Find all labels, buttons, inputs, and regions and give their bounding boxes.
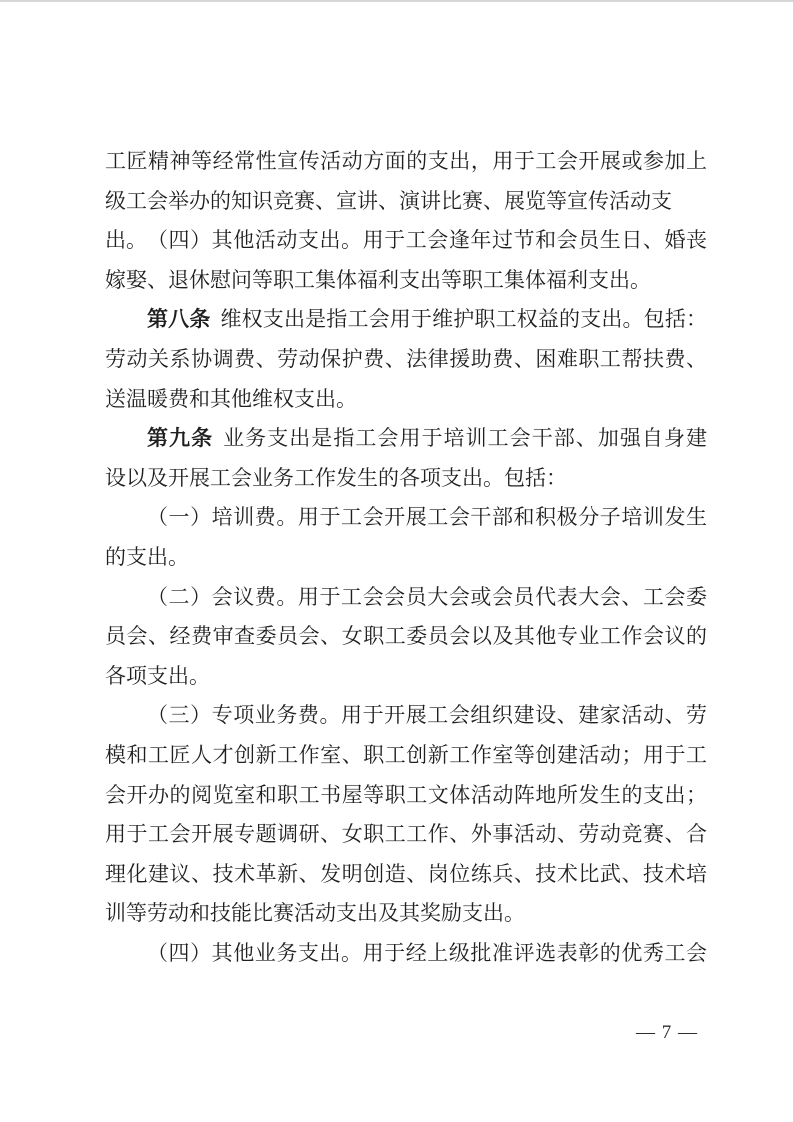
text-line: [105, 419, 707, 459]
text-line: 送温暖费和其他维权支出。: [105, 386, 357, 411]
text-line: 理化建议、技术革新、发明创造、岗位练兵、技术比武、技术培: [105, 861, 707, 886]
text-line: 嫁娶、退休慰问等职工集体福利支出等职工集体福利支出。: [105, 267, 651, 292]
text-line: 模和工匠人才创新工作室、职工创新工作室等创建活动；用于工: [105, 742, 707, 767]
line-text: 业务支出是指工会用于培训工会干部、加强自身建: [223, 426, 707, 451]
text-line: （四）其他业务支出。用于经上级批准评选表彰的优秀工会: [147, 940, 707, 965]
text-line: 级工会举办的知识竞赛、宣讲、演讲比赛、展览等宣传活动支出。: [105, 188, 672, 253]
text-line: 工匠精神等经常性宣传活动方面的支出，用于工会开展或参加上: [105, 149, 707, 173]
text-line: 训等劳动和技能比赛活动支出及其奖励支出。: [105, 901, 525, 926]
text-line: 设以及开展工会业务工作发生的各项支出。包括：: [105, 465, 567, 490]
text-line: （一）培训费。用于工会开展工会干部和积极分子培训发生: [147, 505, 707, 530]
text-line: （二）会议费。用于工会会员大会或会员代表大会、工会委: [147, 584, 707, 609]
text-line: 用于工会开展专题调研、女职工工作、外事活动、劳动竞赛、合: [105, 822, 707, 847]
text-line: 劳动关系协调费、劳动保护费、法律援助费、困难职工帮扶费、: [105, 346, 707, 371]
text-line: 各项支出。: [105, 663, 210, 688]
text-line: （四）其他活动支出。用于工会逢年过节和会员生日、婚丧: [147, 228, 707, 253]
text-line: （三）专项业务费。用于开展工会组织建设、建家活动、劳: [147, 703, 707, 728]
document-text-block: [105, 142, 707, 973]
text-line: 员会、经费审查委员会、女职工委员会以及其他专业工作会议的: [105, 624, 707, 649]
article-heading: 第九条: [147, 426, 214, 451]
text-line: 的支出。: [105, 544, 189, 569]
text-line: 会开办的阅览室和职工书屋等职工文体活动阵地所发生的支出；: [105, 782, 707, 807]
line-text: 维权支出是指工会用于维护职工权益的支出。包括：: [220, 307, 708, 332]
article-heading: 第八条: [147, 307, 211, 332]
page-number: — 7 —: [636, 1022, 698, 1043]
text-line: [105, 300, 707, 340]
